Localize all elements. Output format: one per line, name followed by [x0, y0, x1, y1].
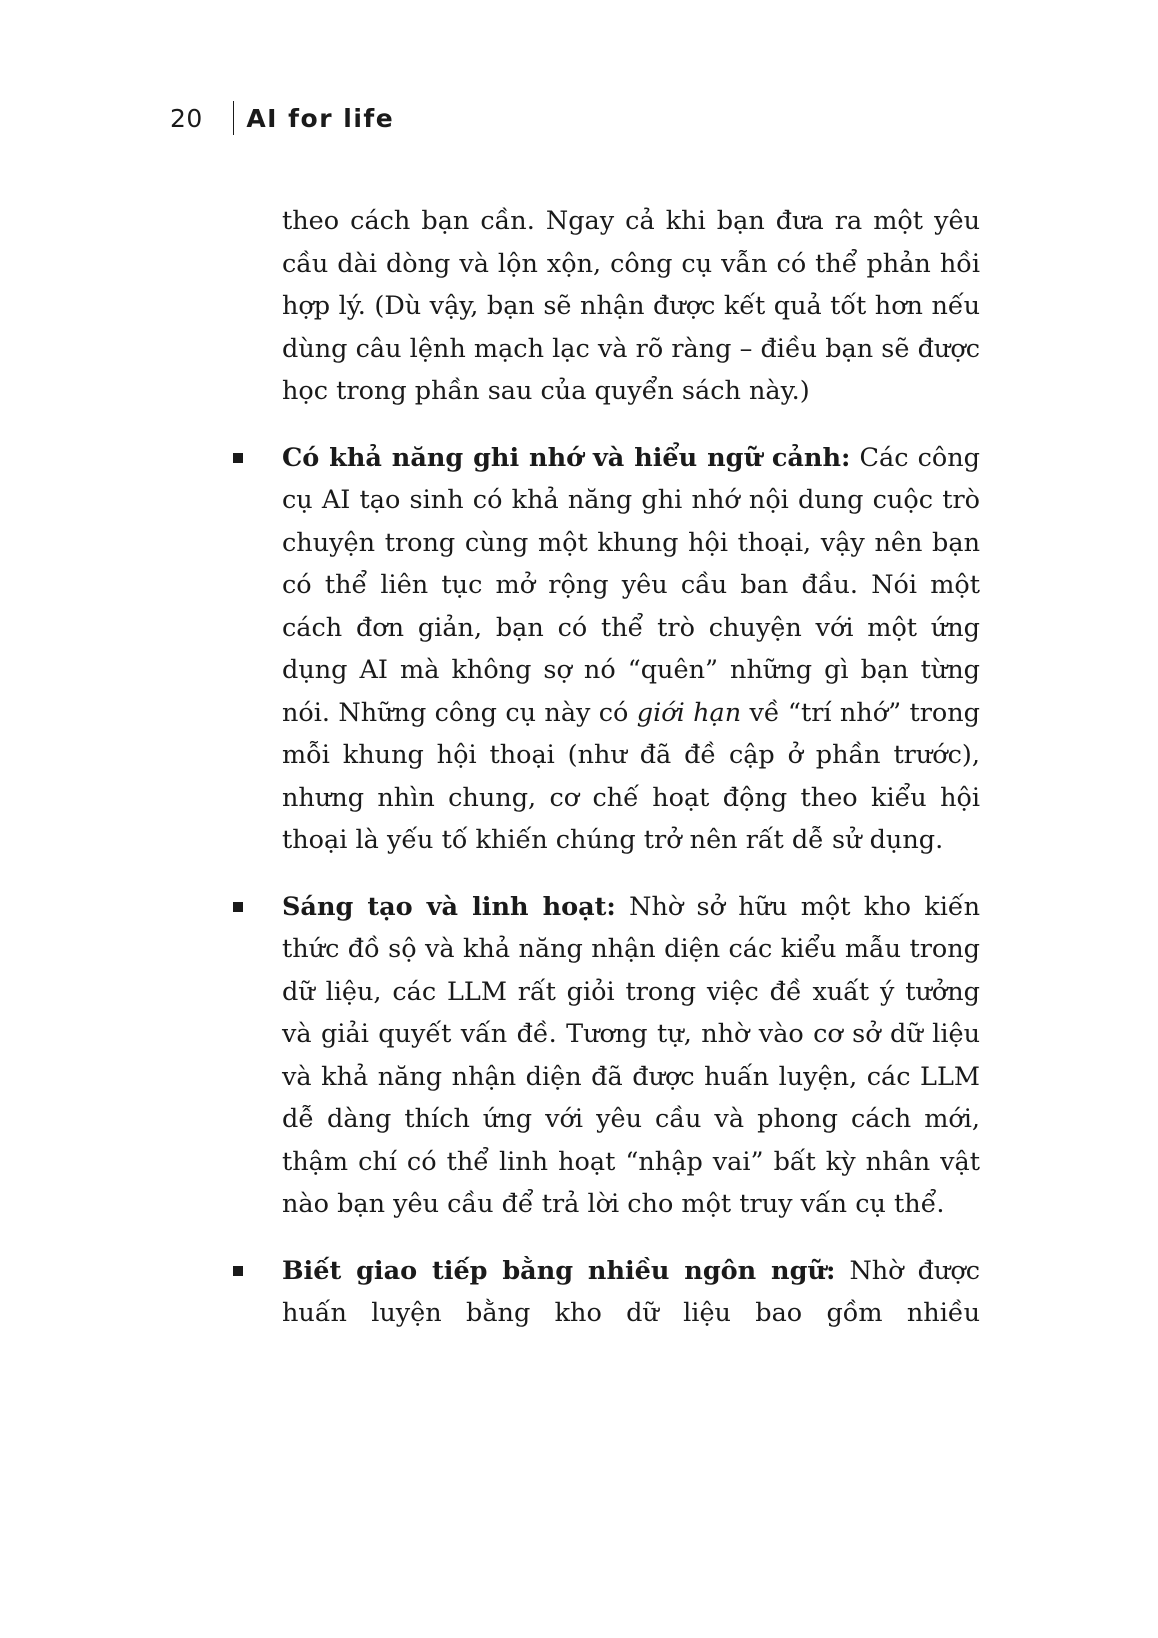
list-item-multilingual — [282, 1250, 980, 1335]
square-bullet-icon — [233, 453, 243, 463]
page-body — [282, 200, 980, 1335]
page-number: 20 — [170, 103, 203, 133]
square-bullet-icon — [233, 902, 243, 912]
continuation-paragraph: theo cách bạn cần. Ngay cả khi bạn đưa ra một yêu cầu dài dòng và lộn xộn, công cụ vẫn có thể phản hồi hợp lý. (Dù vậy, bạn sẽ nhận được kết quả tốt hơn nếu dùng câu lệnh mạch lạc và rõ ràng – điều bạn sẽ được học trong phần sau của quyển sách này.) — [282, 206, 980, 406]
item-heading: Có khả năng ghi nhớ và hiểu ngữ cảnh: — [282, 442, 851, 473]
item-text: Nhờ sở hữu một kho kiến thức đồ sộ và khả năng nhận diện các kiểu mẫu trong dữ liệu, các LLM rất giỏi trong việc đề xuất ý tưởng và giải quyết vấn đề. Tương tự, nhờ vào cơ sở dữ liệu và khả năng nhận diện đã được huấn luyện, các LLM dễ dàng thích ứng với yêu cầu và phong cách mới, thậm chí có thể linh hoạt “nhập vai” bất kỳ nhân vật nào bạn yêu cầu để trả lời cho một truy vấn cụ thể. — [282, 891, 981, 1219]
item-heading: Sáng tạo và linh hoạt: — [282, 891, 616, 922]
item-text: Các công cụ AI tạo sinh có khả năng ghi nhớ nội dung cuộc trò chuyện trong cùng một khung hội thoại, vậy nên bạn có thể liên tục mở rộng yêu cầu ban đầu. Nói một cách đơn giản, bạn có thể trò chuyện với một ứng dụng AI mà không sợ nó “quên” những gì bạn từng nói. Những công cụ này có — [282, 442, 980, 728]
item-emphasis: giới hạn — [636, 697, 742, 728]
list-item-context-memory — [282, 437, 980, 862]
item-text: Nhờ được huấn luyện bằng kho dữ liệu bao gồm nhiều — [282, 1255, 980, 1328]
item-text-continued: về “trí nhớ” trong mỗi khung hội thoại (như đã đề cập ở phần trước), nhưng nhìn chung, cơ chế hoạt động theo kiểu hội thoại là yếu tố khiến chúng trở nên rất dễ sử dụng. — [282, 697, 981, 855]
item-heading: Biết giao tiếp bằng nhiều ngôn ngữ: — [282, 1255, 836, 1286]
running-header — [170, 98, 394, 138]
header-divider — [233, 101, 235, 135]
book-title: AI for life — [246, 103, 395, 133]
feature-list — [282, 437, 980, 1335]
square-bullet-icon — [233, 1266, 243, 1276]
list-item-creativity — [282, 886, 980, 1226]
